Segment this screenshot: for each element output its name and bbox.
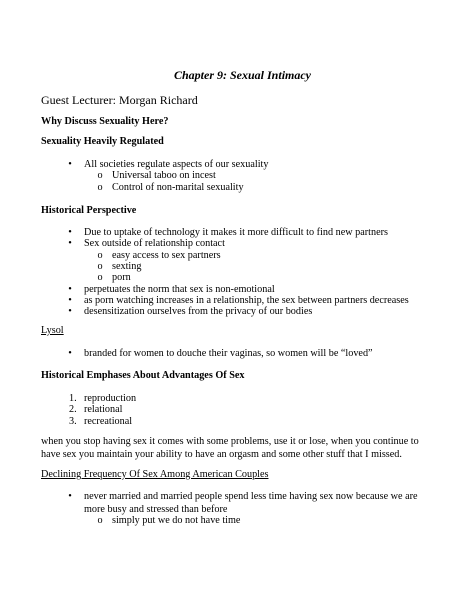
bullet-marker: • <box>68 284 72 295</box>
heading-lysol: Lysol <box>41 325 64 336</box>
sub-list-item: Universal taboo on incest <box>112 170 216 181</box>
list-item: desensitization ourselves from the privacy of our bodies <box>84 306 313 317</box>
sub-list-item: porn <box>112 272 131 283</box>
numbered-item: recreational <box>84 416 133 427</box>
list-number: 3. <box>69 416 77 427</box>
sub-bullet-marker: o <box>97 515 103 526</box>
bullet-marker: • <box>68 306 72 317</box>
sub-list-item: Control of non-marital sexuality <box>112 182 244 193</box>
list-item: Sex outside of relationship contact <box>84 238 225 249</box>
heading-historical-perspective: Historical Perspective <box>41 205 137 216</box>
sub-list-item: simply put we do not have time <box>112 515 241 526</box>
list-item: Due to uptake of technology it makes it more difficult to find new partners <box>84 227 388 238</box>
bullet-marker: • <box>68 159 72 170</box>
page-title: Chapter 9: Sexual Intimacy <box>174 68 312 82</box>
list-item: All societies regulate aspects of our sexuality <box>84 159 269 170</box>
bullet-marker: • <box>68 491 72 502</box>
sub-list-item: sexting <box>112 261 142 272</box>
bullet-marker: • <box>68 348 72 359</box>
sub-bullet-marker: o <box>97 170 103 181</box>
sub-bullet-marker: o <box>97 182 103 193</box>
heading-sexuality-regulated: Sexuality Heavily Regulated <box>41 136 164 147</box>
bullet-marker: • <box>68 295 72 306</box>
numbered-item: reproduction <box>84 393 137 404</box>
heading-why-discuss: Why Discuss Sexuality Here? <box>41 116 169 127</box>
sub-bullet-marker: o <box>97 261 103 272</box>
heading-historical-emphases: Historical Emphases About Advantages Of Sex <box>41 370 245 381</box>
sub-bullet-marker: o <box>97 272 103 283</box>
list-item: branded for women to douche their vaginas, so women will be “loved” <box>84 348 373 359</box>
list-item: as porn watching increases in a relationship, the sex between partners decreases <box>84 295 409 306</box>
list-number: 1. <box>69 393 77 404</box>
sub-bullet-marker: o <box>97 250 103 261</box>
numbered-item: relational <box>84 404 123 415</box>
sub-list-item: easy access to sex partners <box>112 250 221 261</box>
list-number: 2. <box>69 404 77 415</box>
lecturer-line: Guest Lecturer: Morgan Richard <box>41 93 198 107</box>
list-item: never married and married people spend less time having sex now because we are more busy and stressed than before <box>84 491 418 515</box>
bullet-marker: • <box>68 238 72 249</box>
bullet-marker: • <box>68 227 72 238</box>
heading-declining-frequency: Declining Frequency Of Sex Among American Couples <box>41 469 269 480</box>
body-paragraph: when you stop having sex it comes with some problems, use it or lose, when you continue to have sex you maintain your ability to have an orgasm and some other stuff that I missed. <box>41 436 419 460</box>
list-item: perpetuates the norm that sex is non-emotional <box>84 284 275 295</box>
